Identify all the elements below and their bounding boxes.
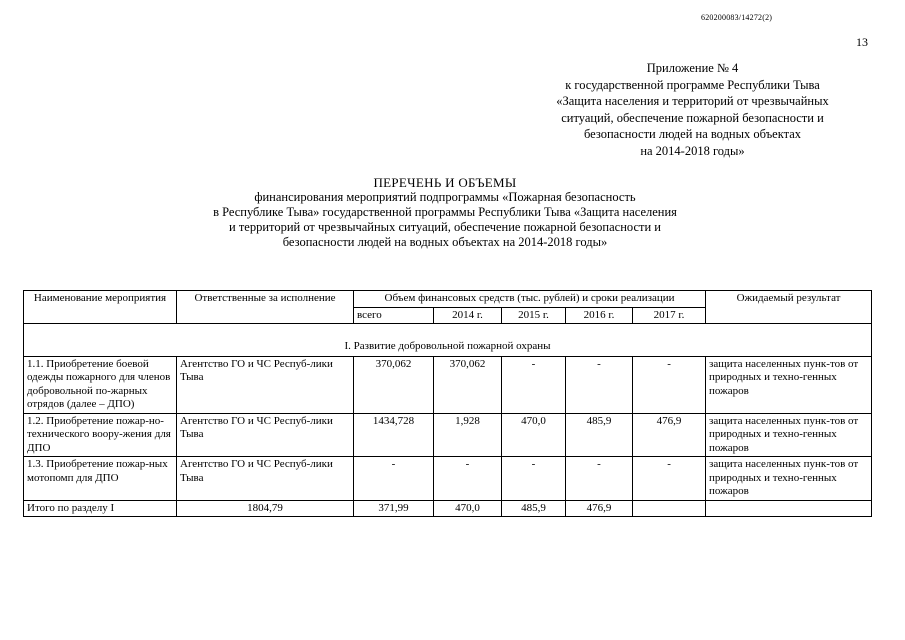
cell-2016: - <box>566 356 633 413</box>
subtotal-2014: 371,99 <box>354 500 434 517</box>
table-row <box>24 356 872 413</box>
cell-2017: - <box>633 457 706 501</box>
subtotal-label: Итого по разделу I <box>24 500 177 517</box>
cell-result: защита населенных пунк-тов от природных и техно-генных пожаров <box>706 413 872 457</box>
subtotal-empty <box>633 500 706 517</box>
cell-name: 1.2. Приобретение пожар-но-технического воору-жения для ДПО <box>24 413 177 457</box>
subtotal-2015: 470,0 <box>434 500 502 517</box>
appendix-line: безопасности людей на водных объектах <box>583 127 802 141</box>
cell-2014: - <box>434 457 502 501</box>
heading-line: в Республике Тыва» государственной программы Республики Тыва «Защита населения <box>213 205 677 219</box>
cell-2017: 476,9 <box>633 413 706 457</box>
header-2014: 2014 г. <box>434 307 502 324</box>
heading-line: финансирования мероприятий подпрограммы «Пожарная безопасность <box>254 190 636 204</box>
appendix-line: к государственной программе Республики Тыва <box>565 77 820 92</box>
header-result: Ожидаемый результат <box>706 291 872 324</box>
header-total: всего <box>354 307 434 324</box>
header-row <box>24 291 872 308</box>
document-code: 620200083/14272(2) <box>701 13 773 22</box>
cell-2015: - <box>502 356 566 413</box>
header-funding: Объем финансовых средств (тыс. рублей) и сроки реализации <box>354 291 706 308</box>
section-row <box>24 324 872 357</box>
cell-responsible: Агентство ГО и ЧС Респуб-лики Тыва <box>177 457 354 501</box>
header-2016: 2016 г. <box>566 307 633 324</box>
appendix-line: «Защита населения и территорий от чрезвычайных <box>556 94 829 108</box>
appendix-line: ситуаций, обеспечение пожарной безопасности и <box>561 110 824 125</box>
heading-title: ПЕРЕЧЕНЬ И ОБЪЕМЫ <box>373 175 517 190</box>
header-2015: 2015 г. <box>502 307 566 324</box>
subtotal-result-empty <box>706 500 872 517</box>
subtotal-2016: 485,9 <box>502 500 566 517</box>
cell-name: 1.1. Приобретение боевой одежды пожарного для членов добровольной по-жарных отрядов (далее – ДПО) <box>24 356 177 413</box>
section-title: I. Развитие добровольной пожарной охраны <box>24 324 872 357</box>
cell-name: 1.3. Приобретение пожар-ных мотопомп для ДПО <box>24 457 177 501</box>
appendix-line: Приложение № 4 <box>646 61 739 75</box>
subtotal-total: 1804,79 <box>177 500 354 517</box>
subtotal-row <box>24 500 872 517</box>
cell-total: 1434,728 <box>354 413 434 457</box>
header-responsible: Ответственные за исполнение <box>177 291 354 324</box>
cell-result: защита населенных пунк-тов от природных и техно-генных пожаров <box>706 356 872 413</box>
cell-result: защита населенных пунк-тов от природных и техно-генных пожаров <box>706 457 872 501</box>
cell-2014: 370,062 <box>434 356 502 413</box>
page-number: 13 <box>856 35 868 49</box>
cell-total: - <box>354 457 434 501</box>
cell-responsible: Агентство ГО и ЧС Респуб-лики Тыва <box>177 356 354 413</box>
appendix-caption <box>520 60 865 159</box>
heading-line: безопасности людей на водных объектах на 2014-2018 годы» <box>282 235 608 249</box>
cell-2017: - <box>633 356 706 413</box>
subtotal-2017: 476,9 <box>566 500 633 517</box>
cell-2015: 470,0 <box>502 413 566 457</box>
cell-2014: 1,928 <box>434 413 502 457</box>
cell-total: 370,062 <box>354 356 434 413</box>
header-2017: 2017 г. <box>633 307 706 324</box>
cell-2016: - <box>566 457 633 501</box>
header-name: Наименование мероприятия <box>24 291 177 324</box>
cell-2015: - <box>502 457 566 501</box>
table-row <box>24 457 872 501</box>
table-row <box>24 413 872 457</box>
document-heading <box>150 175 740 250</box>
appendix-line: на 2014-2018 годы» <box>640 143 745 158</box>
cell-responsible: Агентство ГО и ЧС Респуб-лики Тыва <box>177 413 354 457</box>
heading-line: и территорий от чрезвычайных ситуаций, обеспечение пожарной безопасности и <box>229 220 661 234</box>
cell-2016: 485,9 <box>566 413 633 457</box>
funding-table <box>23 290 872 517</box>
